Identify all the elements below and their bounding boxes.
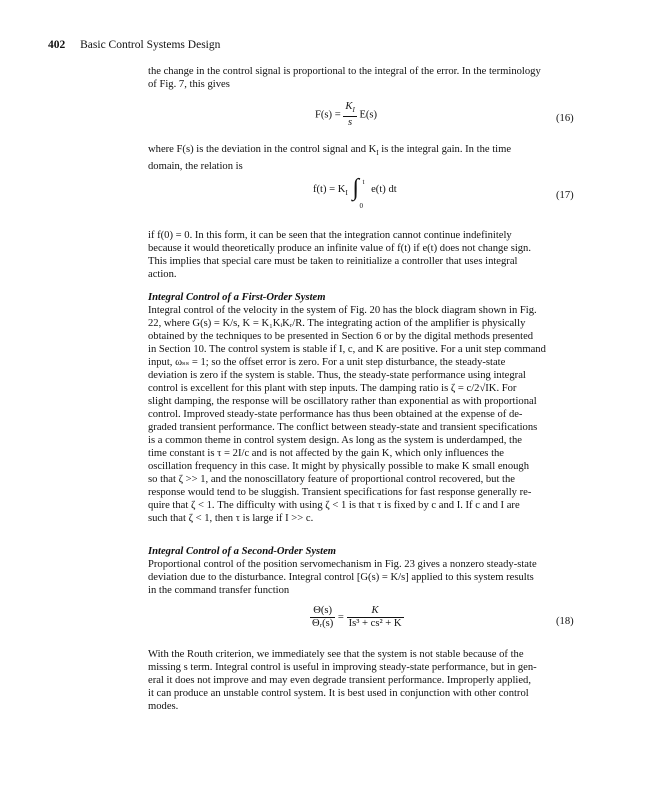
text-line: With the Routh criterion, we immediately see that the system is not stable because of the	[148, 649, 524, 660]
eq18-left-num: Θ(s)	[310, 605, 335, 618]
eq16-rhs: E(s)	[359, 109, 378, 121]
equation-number-18: (18)	[556, 616, 574, 627]
text-line: obtained by the techniques to be presented in Section 6 or by the digital methods presented	[148, 331, 534, 342]
text-line: modes.	[148, 701, 179, 712]
text-line: domain, the relation is	[148, 161, 243, 173]
paragraph-intro	[148, 65, 580, 91]
text-line: it can produce an unstable control system. It is best used in conjunction with other control	[148, 688, 529, 699]
text-line: input, ωₛₛ = 1; so the offset error is zero. For a unit step disturbance, the steady-state	[148, 357, 506, 368]
text-line: time constant is τ = 2I/c and is not affected by the gain K, which only influences the	[148, 448, 505, 459]
eq16-fraction	[343, 101, 356, 129]
eq16-num-sub: I	[352, 106, 355, 115]
text-line: response would tend to be sluggish. Transient specifications for fast response generally re-	[148, 487, 532, 498]
text-line: graded transient performance. The conflict between steady-state and transient specifications	[148, 422, 538, 433]
eq18-right-den: Is³ + cs² + K	[348, 618, 402, 629]
text-line: if f(0) = 0. In this form, it can be seen that the integration cannot continue indefinitely	[148, 230, 512, 241]
paragraph-first-order	[148, 304, 580, 525]
paragraph-gain	[148, 143, 580, 173]
text-line: control is excellent for this plant with step inputs. The damping ratio is ζ = c/2√IK. For	[148, 383, 517, 394]
text-line: where F(s) is the deviation in the control signal and K	[148, 144, 377, 155]
text-line: such that ζ < 1, then τ is large if I >> c.	[148, 513, 314, 524]
text-line: so that ζ >> 1, and the nonoscillatory feature of proportional control recovered, but the	[148, 474, 515, 485]
text-line: oscillation frequency in this case. It might by physically possible to make K small enough	[148, 461, 530, 472]
text-line: Integral control of the velocity in the system of Fig. 20 has the block diagram shown in Fig.	[148, 305, 537, 316]
text-line: in the command transfer function	[148, 585, 290, 596]
text-line: quire that ζ < 1. The difficulty with using ζ < 1 is that τ is fixed by c and I. If c and I are	[148, 500, 520, 511]
equation-16	[315, 101, 377, 129]
eq17-lhs-sub: I	[345, 189, 348, 198]
text-line: because it would theoretically produce an infinite value of f(t) if e(t) does not change sign.	[148, 243, 532, 254]
text-line: control. Improved steady-state performance has thus been obtained at the expense of de-	[148, 409, 523, 420]
page-header	[48, 39, 220, 51]
eq18-right-num: K	[347, 605, 404, 618]
text-line: of Fig. 7, this gives	[148, 79, 230, 90]
equation-17	[313, 175, 397, 210]
text-line: deviation due to the disturbance. Integral control [G(s) = K/s] applied to this system results	[148, 572, 534, 583]
text-sub: I	[376, 149, 379, 158]
eq16-lhs: F(s) =	[315, 109, 341, 121]
text-line: is the integral gain. In the time	[378, 144, 512, 155]
text-line: action.	[148, 269, 177, 280]
eq17-lhs: f(t) = K	[313, 184, 346, 195]
eq18-left-fraction	[310, 605, 335, 630]
equation-number-16: (16)	[556, 113, 574, 124]
text-line: This implies that special care must be taken to reinitialize a controller that uses integral	[148, 256, 518, 267]
eq18-right-fraction	[347, 605, 404, 630]
equation-number-17: (17)	[556, 190, 574, 201]
section-heading-first-order: Integral Control of a First-Order System	[148, 292, 326, 303]
text-line: eral it does not improve and may even degrade transient performance. Improperly applied,	[148, 675, 531, 686]
text-line: slight damping, the response will be oscillatory rather than exponential as with proportional	[148, 396, 537, 407]
text-line: is a common theme in control system design. As long as the system is underdamped, the	[148, 435, 522, 446]
eq17-upper-limit: t	[362, 178, 365, 186]
eq16-den: s	[348, 117, 353, 129]
eq17-rhs: e(t) dt	[371, 184, 397, 195]
text-line: missing s term. Integral control is useful in improving steady-state performance, but in gen-	[148, 662, 537, 673]
text-line: the change in the control signal is proportional to the integral of the error. In the terminology	[148, 66, 541, 77]
text-line: in Section 10. The control system is stable if I, c, and K are positive. For a unit step command	[148, 344, 546, 355]
text-line: 22, where G(s) = K/s, K = K₁KᵢKᵣ/R. The integrating action of the amplifier is physically	[148, 318, 526, 329]
paragraph-integration	[148, 229, 580, 281]
section-heading-second-order: Integral Control of a Second-Order System	[148, 546, 337, 557]
integral-sign: ∫ t 0	[352, 175, 365, 210]
text-line: deviation is zero if the system is stable. Thus, the steady-state performance using integral	[148, 370, 526, 381]
paragraph-second-order	[148, 558, 580, 597]
text-line: Proportional control of the position servomechanism in Fig. 23 gives a nonzero steady-state	[148, 559, 537, 570]
eq18-left-den: Θᵣ(s)	[312, 618, 334, 629]
equation-18: $\frac{\Theta(s)}{\text{Θᵣ(s)}}$ = $\frac{K}{\text{Is³ + cs² + K}}$	[312, 605, 402, 629]
running-title: Basic Control Systems Design	[80, 39, 221, 51]
page-number: 402	[48, 39, 66, 51]
paragraph-routh	[148, 648, 580, 713]
eq16-num: K	[345, 101, 353, 112]
eq17-lower-limit: 0	[359, 202, 363, 210]
